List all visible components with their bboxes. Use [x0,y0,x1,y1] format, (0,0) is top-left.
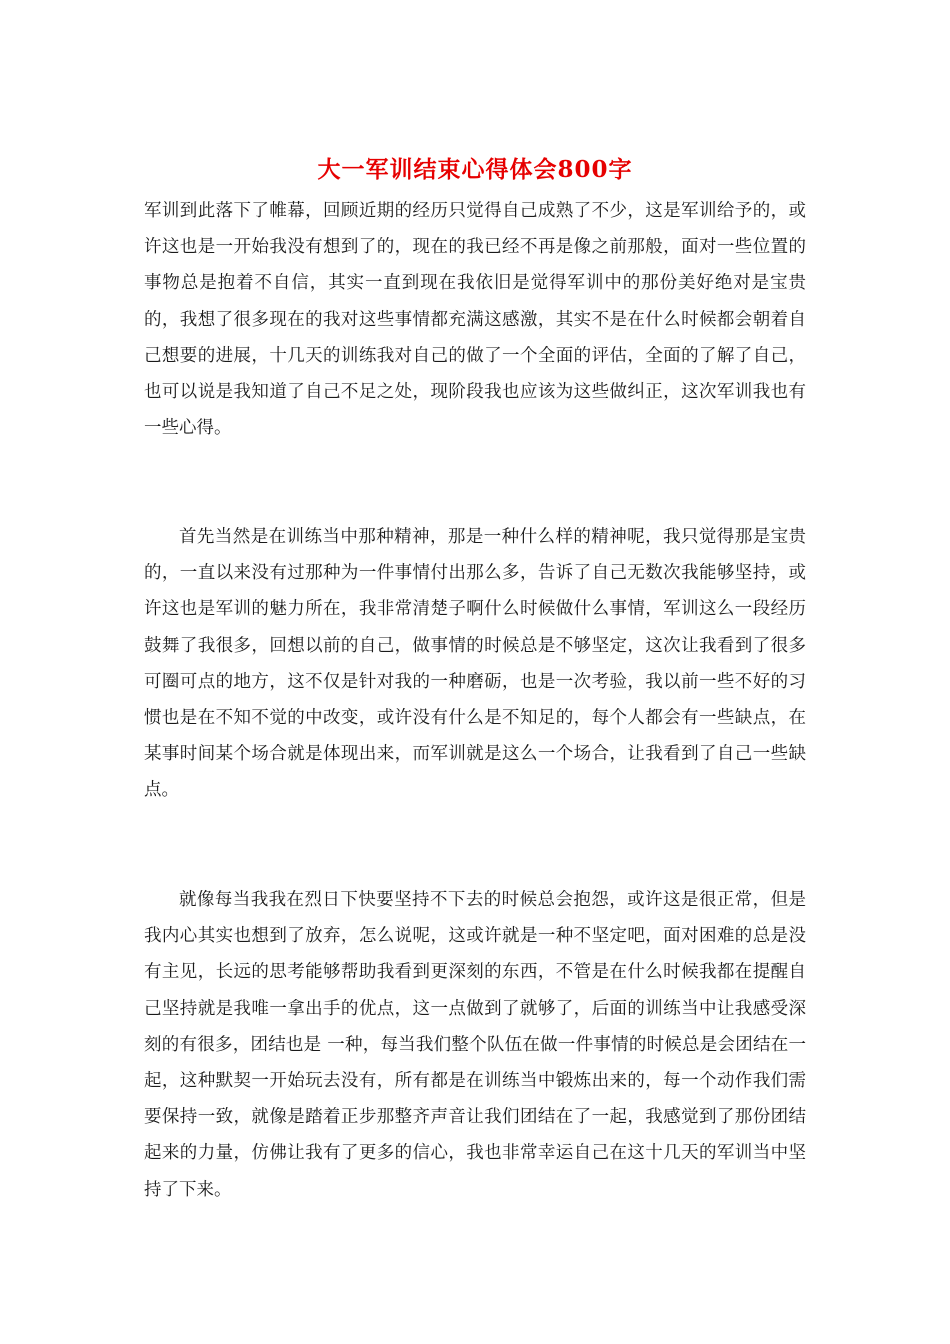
document-title: 大一军训结束心得体会800字 [317,156,633,183]
paragraph-1: 军训到此落下了帷幕，回顾近期的经历只觉得自己成熟了不少，这是军训给予的，或许这也是一开始我没有想到了的，现在的我已经不再是像之前那般，面对一些位置的事物总是抱着不自信，其实一直到现在我依旧是觉得军训中的那份美好绝对是宝贵的，我想了很多现在的我对这些事情都充满这感激，其实不是在什么时候都会朝着自己想要的进展，十几天的训练我对自己的做了一个全面的评估，全面的了解了自己，也可以说是我知道了自己不足之处，现阶段我也应该为这些做纠正，这次军训我也有一些心得。 [144,201,806,439]
paragraph-2: 首先当然是在训练当中那种精神，那是一种什么样的精神呢，我只觉得那是宝贵的，一直以来没有过那种为一件事情付出那么多，告诉了自己无数次我能够坚持，或许这也是军训的魅力所在，我非常清楚子啊什么时候做什么事情，军训这么一段经历鼓舞了我很多，回想以前的自己，做事情的时候总是不够坚定，这次让我看到了很多可圈可点的地方，这不仅是针对我的一种磨砺，也是一次考验，我以前一些不好的习惯也是在不知不觉的中改变，或许没有什么是不知足的，每个人都会有一些缺点，在某事时间某个场合就是体现出来，而军训就是这么一个场合，让我看到了自己一些缺点。 [144,527,806,801]
paragraph-3: 就像每当我我在烈日下快要坚持不下去的时候总会抱怨，或许这是很正常，但是我内心其实也想到了放弃，怎么说呢，这或许就是一种不坚定吧，面对困难的总是没有主见，长远的思考能够帮助我看到更深刻的东西，不管是在什么时候我都在提醒自己坚持就是我唯一拿出手的优点，这一点做到了就够了，后面的训练当中让我感受深刻的有很多，团结也是 一种，每当我们整个队伍在做一件事情的时候总是会团结在一起，这种默契一开始玩去没有，所有都是在训练当中锻炼出来的，每一个动作我们需要保持一致，就像是踏着正步那整齐声音让我们团结在了一起，我感觉到了那份团结起来的力量，仿佛让我有了更多的信心，我也非常幸运自己在这十几天的军训当中坚持了下来。 [144,890,806,1200]
